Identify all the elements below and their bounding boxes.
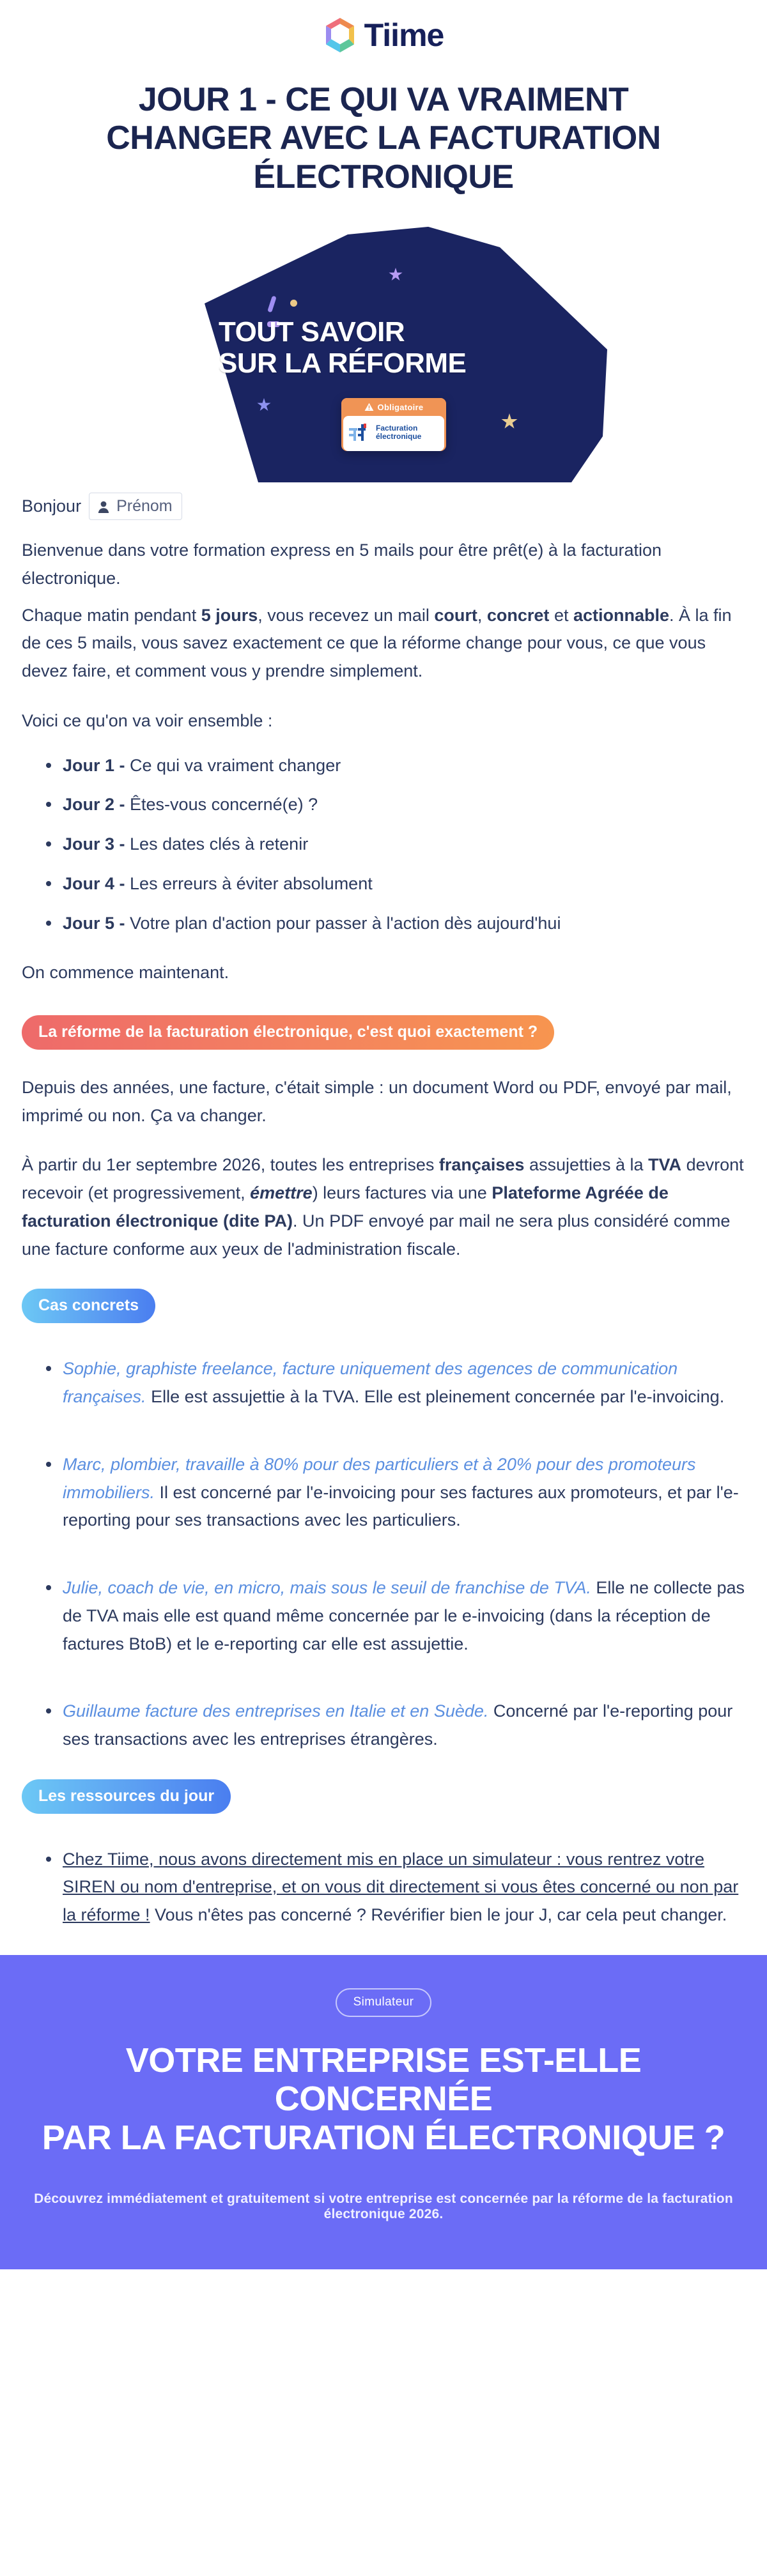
email-body xyxy=(0,493,767,1929)
hero-banner xyxy=(0,227,767,482)
warning-triangle-icon xyxy=(364,402,374,411)
reform-p2-a: À partir du 1er septembre 2026, toutes les entreprises xyxy=(22,1155,439,1175)
list-item xyxy=(63,1574,745,1658)
day-label: Jour 5 - xyxy=(63,913,130,933)
fe-card-body xyxy=(343,416,444,451)
intro-paragraph-2 xyxy=(22,602,745,686)
intro-p2-e: , xyxy=(477,605,487,625)
cases-section-heading xyxy=(22,1289,745,1323)
case-rest: Concerné par l'e-reporting pour ses transactions avec les entreprises étrangères. xyxy=(63,1701,733,1749)
intro-p2-bold-days: 5 jours xyxy=(201,605,258,625)
reform-p2-bold-emettre: émettre xyxy=(250,1183,313,1203)
first-name-chip[interactable] xyxy=(89,493,182,520)
day-text: Votre plan d'action pour passer à l'action dès aujourd'hui xyxy=(130,913,561,933)
list-item xyxy=(63,752,745,780)
hero-headline-line2: SUR LA RÉFORME xyxy=(219,348,467,379)
day-label: Jour 2 - xyxy=(63,795,130,815)
resources-rest-text: Vous n'êtes pas concerné ? Revérifier bien le jour J, car cela peut changer. xyxy=(150,1905,727,1925)
ressources-du-jour-pill: Les ressources du jour xyxy=(22,1779,231,1814)
reform-p2-e: devront recevoir (et progressivement, xyxy=(22,1155,744,1203)
reform-section-heading xyxy=(22,1015,745,1050)
hero-headline-line1: TOUT SAVOIR xyxy=(219,316,405,348)
greeting-row xyxy=(22,493,745,520)
day-text: Ce qui va vraiment changer xyxy=(130,755,341,775)
facturation-electronique-logo-icon xyxy=(347,422,371,443)
simulateur-tag: Simulateur xyxy=(336,1988,432,2017)
intro-paragraph-1: Bienvenue dans votre formation express en 5 mails pour être prêt(e) à la facturation électronique. xyxy=(22,540,662,588)
days-list xyxy=(22,752,745,938)
tiime-logo[interactable] xyxy=(323,17,444,54)
reform-p2-bold-francaises: françaises xyxy=(438,1155,525,1175)
reform-paragraph-1: Depuis des années, une facture, c'était simple : un document Word ou PDF, envoyé par mail, imprimé ou non. Ça va changer. xyxy=(22,1078,732,1125)
intro-p2-bold-actionnable: actionnable xyxy=(573,605,669,625)
list-item xyxy=(63,1846,745,1929)
hero-headline xyxy=(219,316,466,379)
list-item xyxy=(63,1451,745,1535)
reform-p2-c: assujetties à la xyxy=(524,1155,649,1175)
simulator-link[interactable]: Chez Tiime, nous avons directement mis en place un simulateur : vous rentrez votre SIREN ou nom d'entreprise, et on vous dit directement si vous êtes concerné ou non par la réforme ! xyxy=(63,1849,739,1925)
list-item xyxy=(63,1698,745,1753)
day-label: Jour 1 - xyxy=(63,755,130,775)
list-item xyxy=(63,910,745,938)
reform-pill: La réforme de la facturation électronique, c'est quoi exactement ? xyxy=(22,1015,554,1050)
reform-p2-bold-plateforme: Plateforme Agréée de facturation électronique (dite PA) xyxy=(22,1183,669,1230)
day-text: Êtes-vous concerné(e) ? xyxy=(130,795,318,815)
list-item xyxy=(63,791,745,819)
intro-p2-c: , vous recevez un mail xyxy=(258,605,435,625)
brand-header xyxy=(0,0,767,60)
case-lead: Sophie, graphiste freelance, facture uniquement des agences de communication françaises. xyxy=(63,1359,678,1407)
case-rest: Elle ne collecte pas de TVA mais elle est quand même concernée par le e-invoicing (dans la réception de factures BtoB) et le e-reporting car elle est assujettie. xyxy=(63,1578,745,1653)
case-rest: Il est concerné par l'e-invoicing pour ses factures aux promoteurs, et par l'e-reporting pour ses transactions avec les particuliers. xyxy=(63,1482,739,1530)
cta-banner[interactable] xyxy=(0,1955,767,2269)
case-rest: Elle est assujettie à la TVA. Elle est pleinement concernée par l'e-invoicing. xyxy=(146,1387,725,1407)
person-icon xyxy=(97,500,111,514)
tiime-hexagon-logo-icon xyxy=(323,17,357,54)
day-text: Les dates clés à retenir xyxy=(130,834,309,854)
confetti-dot-decoration xyxy=(290,300,297,307)
list-item xyxy=(63,870,745,898)
resources-list xyxy=(22,1846,745,1929)
intro-p2-g: et xyxy=(549,605,573,625)
facturation-electronique-card xyxy=(341,398,446,451)
cas-concrets-pill: Cas concrets xyxy=(22,1289,155,1323)
intro-p2-bold-court: court xyxy=(434,605,477,625)
cta-heading xyxy=(26,2041,741,2157)
cta-heading-line2: PAR LA FACTURATION ÉLECTRONIQUE ? xyxy=(42,2118,725,2157)
case-lead: Julie, coach de vie, en micro, mais sous le seuil de franchise de TVA. xyxy=(63,1578,591,1598)
cases-list xyxy=(22,1355,745,1753)
first-name-chip-label: Prénom xyxy=(116,496,173,515)
intro-p2-bold-concret: concret xyxy=(486,605,550,625)
fe-logo-line2: électronique xyxy=(376,431,422,441)
intro-p2-a: Chaque matin pendant xyxy=(22,605,201,625)
case-lead: Marc, plombier, travaille à 80% pour des particuliers et à 20% pour des promoteurs immobiliers. xyxy=(63,1454,696,1502)
intro-paragraph-3: Voici ce qu'on va voir ensemble : xyxy=(22,710,273,730)
obligatoire-label: Obligatoire xyxy=(377,402,424,412)
intro-p2-i: . À la fin de ces 5 mails, vous savez exactement ce que la réforme change pour vous, ce que vous devez faire, et comment vous y prendre simplement. xyxy=(22,605,732,681)
day-text: Les erreurs à éviter absolument xyxy=(130,873,373,893)
cta-subtitle: Découvrez immédiatement et gratuitement si votre entreprise est concernée par la réforme de la facturation électronique 2026. xyxy=(34,2191,733,2222)
list-item xyxy=(63,1355,745,1411)
reform-p2-bold-tva: TVA xyxy=(648,1155,682,1175)
day-label: Jour 3 - xyxy=(63,834,130,854)
cta-heading-line1: VOTRE ENTREPRISE EST-ELLE CONCERNÉE xyxy=(125,2041,642,2119)
page-title: JOUR 1 - CE QUI VA VRAIMENT CHANGER AVEC LA FACTURATION ÉLECTRONIQUE xyxy=(106,81,661,195)
list-item xyxy=(63,831,745,859)
case-lead: Guillaume facture des entreprises en Italie et en Suède. xyxy=(63,1701,489,1721)
reform-paragraph-2 xyxy=(22,1151,745,1263)
resources-section-heading xyxy=(22,1779,745,1814)
obligatoire-badge xyxy=(341,398,446,416)
reform-p2-g: ) leurs factures via une xyxy=(312,1183,492,1203)
fe-logo-line1: Facturation xyxy=(376,423,418,433)
day-label: Jour 4 - xyxy=(63,873,130,893)
brand-name: Tiime xyxy=(364,17,444,53)
intro-paragraph-4: On commence maintenant. xyxy=(22,963,229,983)
greeting-salutation: Bonjour xyxy=(22,496,82,516)
fe-card-logo-text xyxy=(376,424,421,441)
reform-p2-i: . Un PDF envoyé par mail ne sera plus considéré comme une facture conforme aux yeux de l'administration fiscale. xyxy=(22,1211,731,1259)
